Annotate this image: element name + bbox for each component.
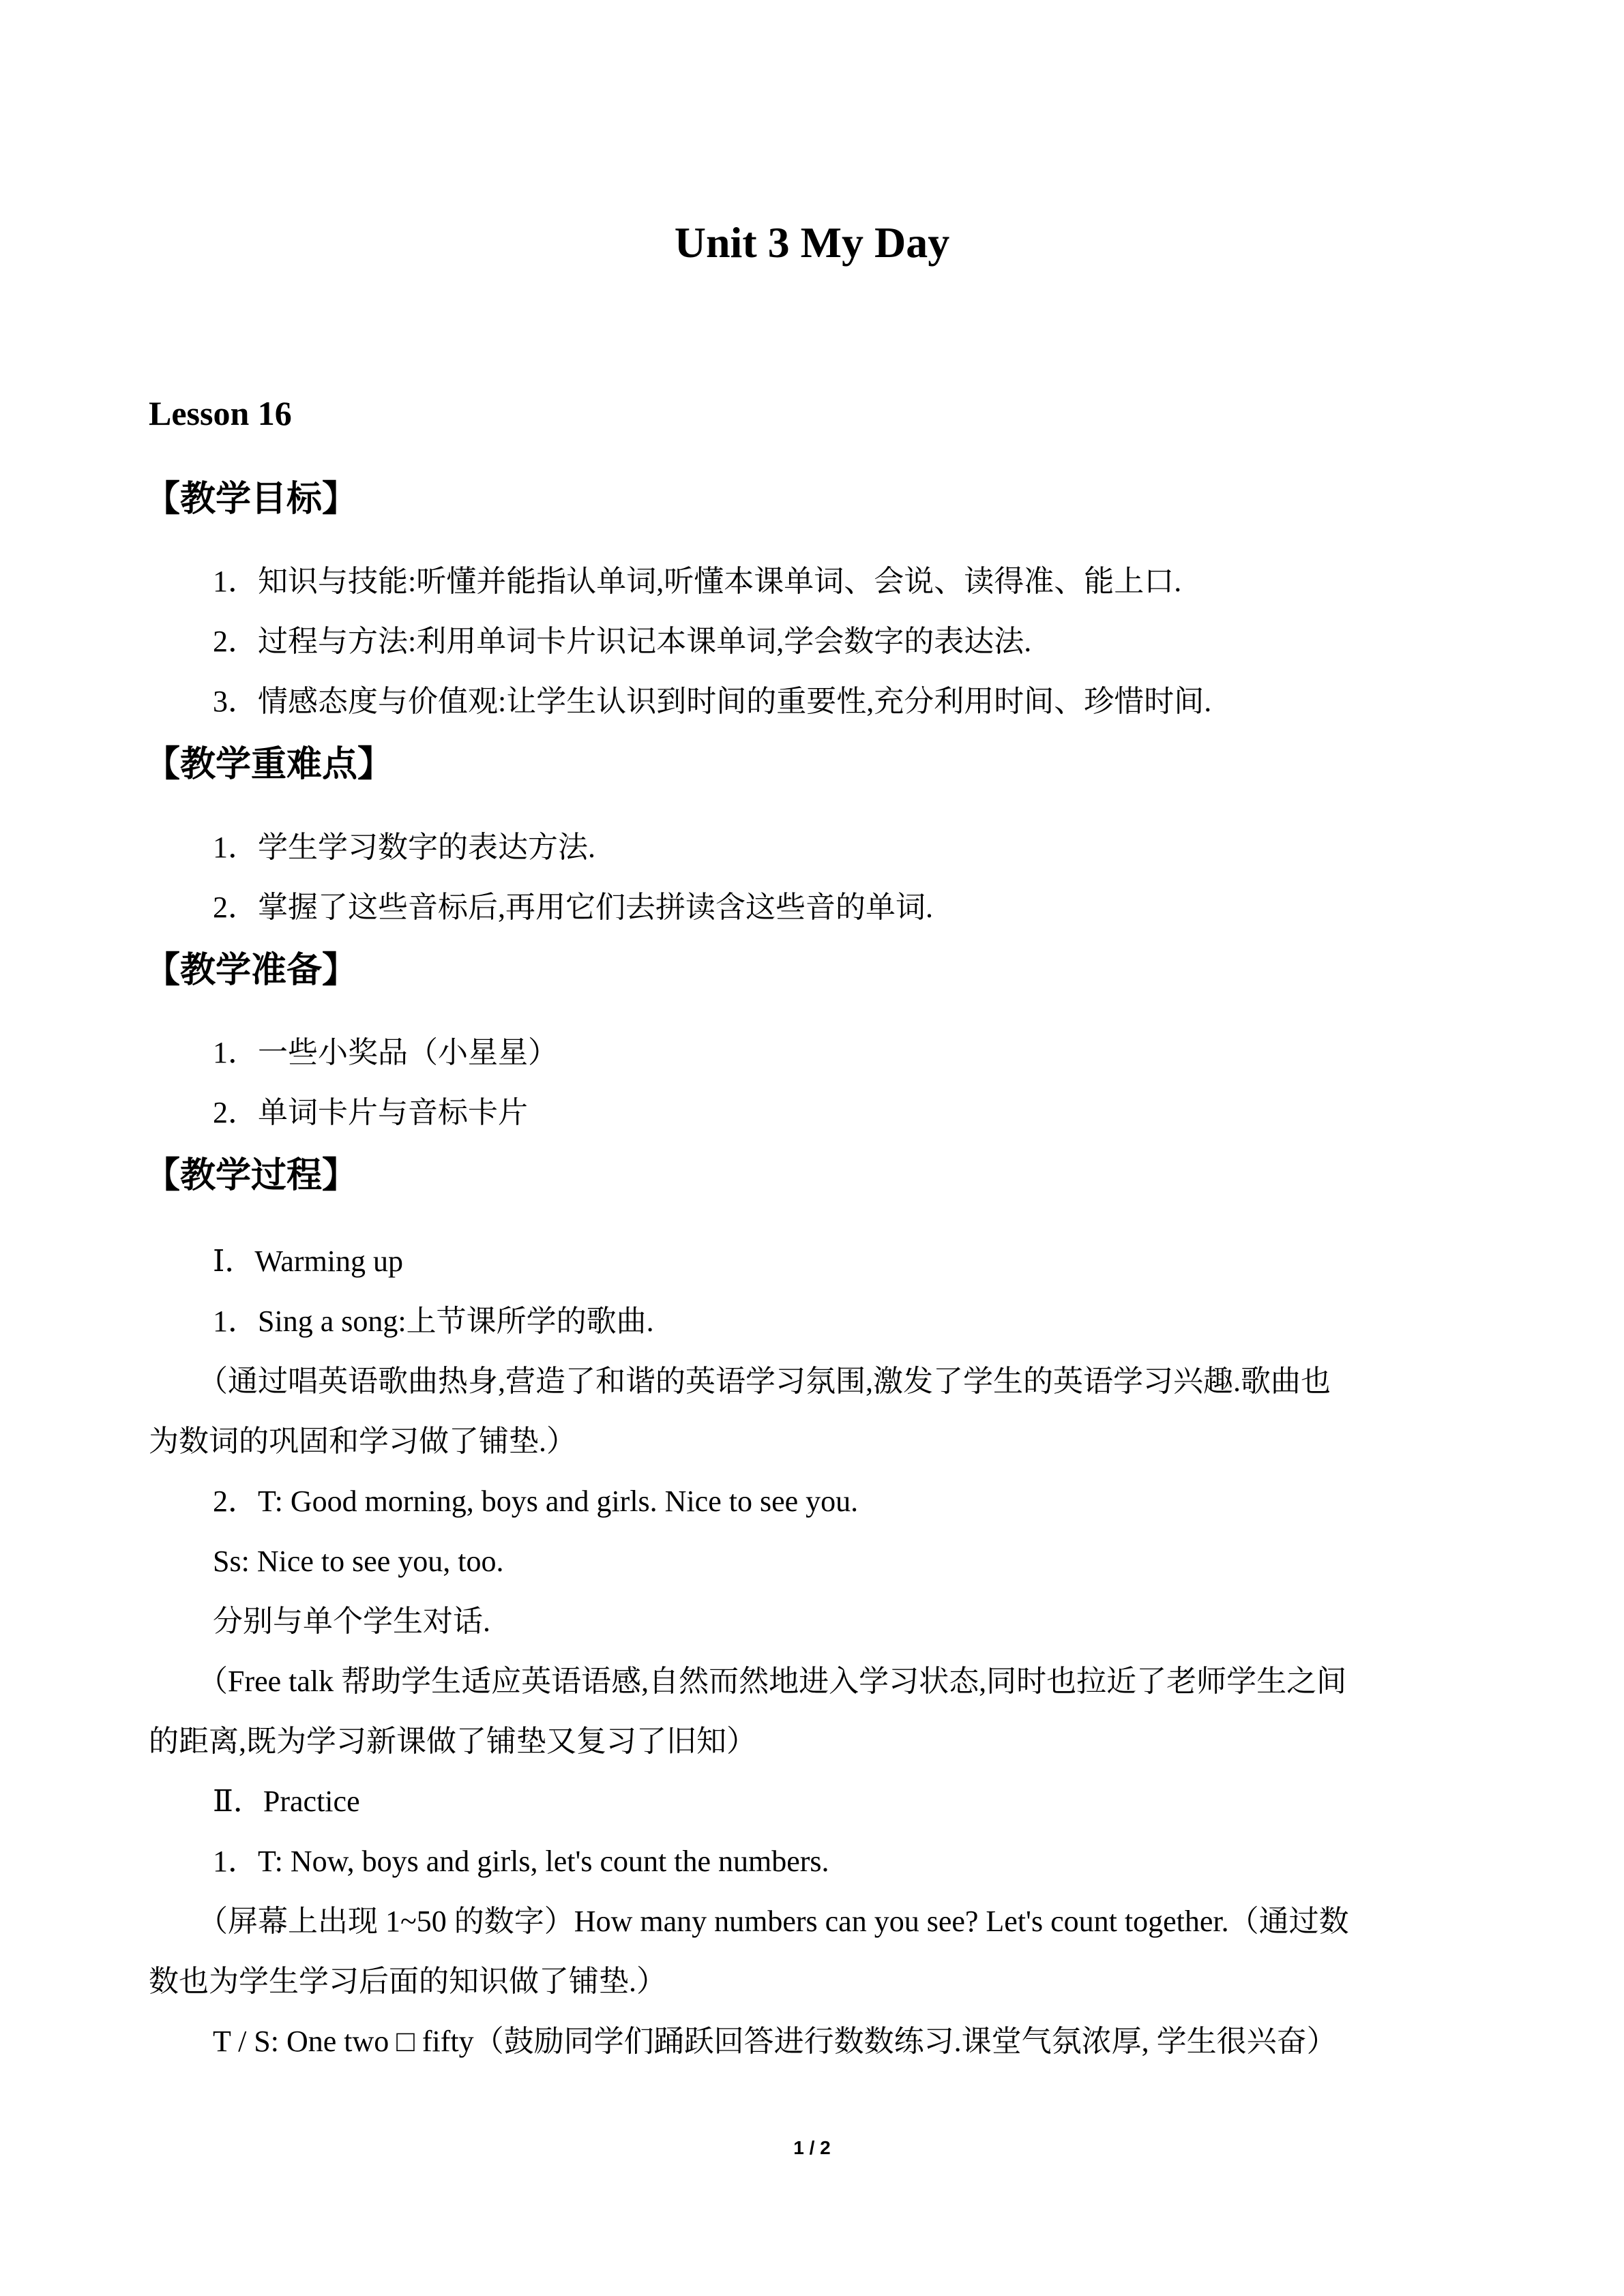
process-line: （通过唱英语歌曲热身,营造了和谐的英语学习氛围,激发了学生的英语学习兴趣.歌曲也 bbox=[198, 1365, 1331, 1398]
page-number: 1 / 2 bbox=[793, 2137, 831, 2158]
process-line: Ⅱ．Practice bbox=[213, 1785, 360, 1818]
preparation-heading: 【教学准备】 bbox=[145, 951, 358, 990]
process-line: Ⅰ．Warming up bbox=[213, 1244, 404, 1278]
objective-item: 1．知识与技能:听懂并能指认单词,听懂本课单词、会说、读得准、能上口. bbox=[213, 565, 1182, 598]
process-line: Ss: Nice to see you, too. bbox=[213, 1545, 504, 1578]
objectives-heading: 【教学目标】 bbox=[145, 480, 358, 519]
objective-item: 3．情感态度与价值观:让学生认识到时间的重要性,充分利用时间、珍惜时间. bbox=[213, 685, 1212, 718]
process-line: （屏幕上出现 1~50 的数字）How many numbers can you see? Let's count together.（通过数 bbox=[198, 1905, 1349, 1938]
process-line: 为数词的巩固和学习做了铺垫.） bbox=[149, 1425, 576, 1458]
process-line: 数也为学生学习后面的知识做了铺垫.） bbox=[149, 1965, 666, 1998]
key-points-heading: 【教学重难点】 bbox=[145, 745, 394, 784]
process-line: 2．T: Good morning, boys and girls. Nice to see you. bbox=[213, 1485, 859, 1518]
preparation-item: 2．单词卡片与音标卡片 bbox=[213, 1096, 528, 1129]
lesson-heading: Lesson 16 bbox=[149, 394, 292, 432]
preparation-item: 1．一些小奖品（小星星） bbox=[213, 1036, 558, 1069]
process-line: 1．T: Now, boys and girls, let's count the numbers. bbox=[213, 1845, 829, 1878]
key-point-item: 2．掌握了这些音标后,再用它们去拼读含这些音的单词. bbox=[213, 891, 933, 924]
process-line: 的距离,既为学习新课做了铺垫又复习了旧知） bbox=[149, 1725, 756, 1758]
key-point-item: 1．学生学习数字的表达方法. bbox=[213, 831, 595, 864]
process-line: 分别与单个学生对话. bbox=[213, 1605, 490, 1638]
process-line: T / S: One two □ fifty（鼓励同学们踊跃回答进行数数练习.课堂气氛浓厚, 学生很兴奋） bbox=[213, 2025, 1337, 2058]
process-line: 1．Sing a song:上节课所学的歌曲. bbox=[213, 1304, 654, 1338]
process-line: （Free talk 帮助学生适应英语语感,自然而然地进入学习状态,同时也拉近了老师学生之间 bbox=[198, 1665, 1347, 1698]
process-heading: 【教学过程】 bbox=[145, 1157, 358, 1195]
document-title: Unit 3 My Day bbox=[674, 218, 950, 267]
objective-item: 2．过程与方法:利用单词卡片识记本课单词,学会数字的表达法. bbox=[213, 625, 1032, 658]
